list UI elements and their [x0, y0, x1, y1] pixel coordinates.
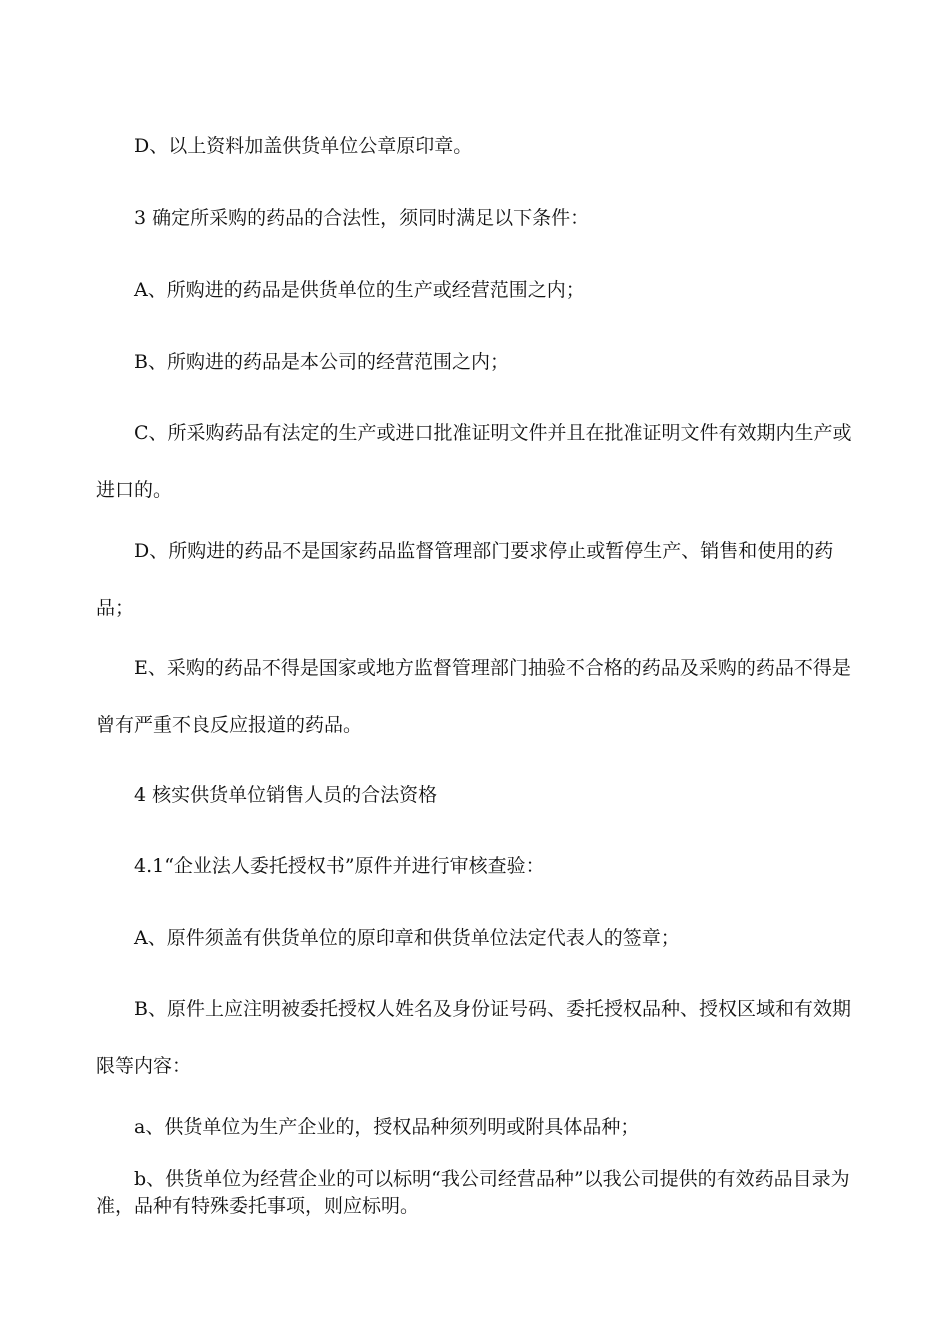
paragraph-text: 3 确定所采购的药品的合法性，须同时满足以下条件： — [134, 207, 590, 229]
paragraph-a-original — [96, 910, 856, 967]
paragraph-text: A、所购进的药品是供货单位的生产或经营范围之内； — [134, 279, 585, 301]
paragraph-text: D、以上资料加盖供货单位公章原印章。 — [134, 135, 473, 157]
paragraph-text: 4.1“企业法人委托授权书”原件并进行审核查验： — [134, 855, 545, 877]
paragraph-text: a、供货单位为生产企业的，授权品种须列明或附具体品种； — [134, 1116, 640, 1138]
paragraph-b-lower — [96, 1166, 856, 1220]
paragraph-4-1 — [96, 838, 856, 895]
paragraph-text: B、原件上应注明被委托授权人姓名及身份证号码、委托授权品种、授权区域和有效期限等内容： — [96, 998, 851, 1077]
paragraph-text: E、采购的药品不得是国家或地方监督管理部门抽验不合格的药品及采购的药品不得是曾有严重不良反应报道的药品。 — [96, 657, 851, 736]
paragraph-d-regulation — [96, 523, 856, 637]
paragraph-e-inspection — [96, 640, 856, 754]
paragraph-text: D、所购进的药品不是国家药品监督管理部门要求停止或暂停生产、销售和使用的药品； — [96, 540, 834, 619]
paragraph-d-seal — [96, 118, 856, 175]
paragraph-text: b、供货单位为经营企业的可以标明“我公司经营品种”以我公司提供的有效药品目录为准，品种有特殊委托事项，则应标明。 — [96, 1168, 850, 1217]
paragraph-section-4 — [96, 767, 856, 824]
paragraph-text: A、原件须盖有供货单位的原印章和供货单位法定代表人的签章； — [134, 927, 680, 949]
paragraph-c-approval — [96, 405, 856, 519]
paragraph-text: B、所购进的药品是本公司的经营范围之内； — [134, 351, 509, 373]
paragraph-a-scope — [96, 262, 856, 319]
paragraph-text: 4 核实供货单位销售人员的合法资格 — [134, 784, 438, 806]
paragraph-a-lower — [96, 1099, 856, 1156]
paragraph-text: C、所采购药品有法定的生产或进口批准证明文件并且在批准证明文件有效期内生产或进口的。 — [96, 422, 852, 501]
paragraph-b-original — [96, 981, 856, 1095]
paragraph-b-scope — [96, 334, 856, 391]
paragraph-section-3 — [96, 190, 856, 247]
